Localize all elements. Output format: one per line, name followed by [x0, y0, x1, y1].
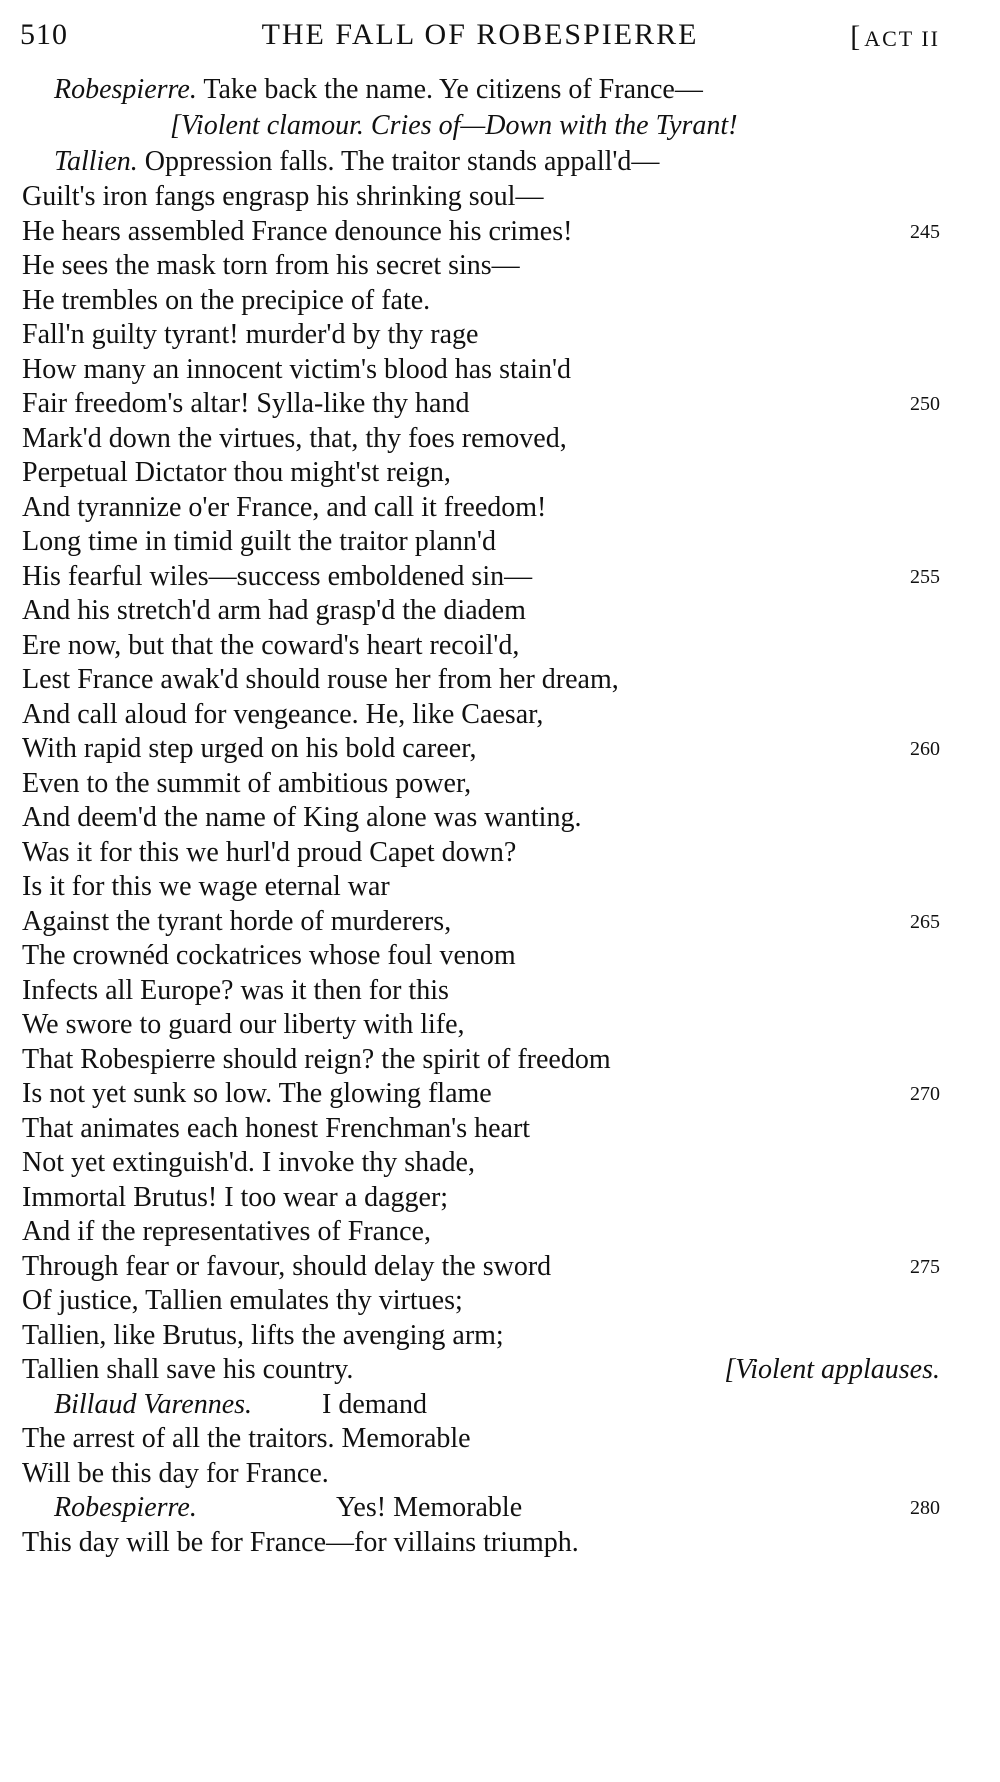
- line-text: Was it for this we hurl'd proud Capet down?: [22, 837, 517, 868]
- line-text: This day will be for France—for villains triumph.: [22, 1527, 579, 1558]
- line-text: Is not yet sunk so low. The glowing flame: [22, 1078, 492, 1109]
- page-header: [20, 18, 940, 68]
- verse-line: [22, 1488, 940, 1528]
- line-text: Tallien, like Brutus, lifts the avenging arm;: [22, 1320, 504, 1351]
- act-text: ACT II: [864, 26, 940, 51]
- line-text: That Robespierre should reign? the spirit of freedom: [22, 1044, 611, 1075]
- line-text: Lest France awak'd should rouse her from her dream,: [22, 664, 619, 695]
- line-text: The crownéd cockatrices whose foul venom: [22, 940, 516, 971]
- line-number: 265: [910, 911, 940, 933]
- line-text: Mark'd down the virtues, that, thy foes removed,: [22, 423, 567, 454]
- line-text: How many an innocent victim's blood has stain'd: [22, 354, 572, 385]
- line-text: And call aloud for vengeance. He, like Caesar,: [22, 699, 544, 730]
- stage-direction: [22, 106, 940, 146]
- line-text: With rapid step urged on his bold career,: [22, 733, 477, 764]
- stage-direction-inline: [Violent applauses.: [724, 1354, 940, 1385]
- verse-line: [22, 177, 940, 217]
- stage-direction-text: [Violent clamour. Cries of—Down with the Tyrant!: [170, 110, 738, 141]
- line-text: I demand: [322, 1389, 427, 1420]
- verse-line: [22, 453, 940, 493]
- verse-line: [22, 591, 940, 631]
- line-text: Of justice, Tallien emulates thy virtues;: [22, 1285, 463, 1316]
- verse-line: [22, 936, 940, 976]
- line-text: Long time in timid guilt the traitor plann'd: [22, 526, 496, 557]
- line-text: Ere now, but that the coward's heart recoil'd,: [22, 630, 520, 661]
- verse-line: [22, 729, 940, 769]
- line-text: Fall'n guilty tyrant! murder'd by thy rage: [22, 319, 479, 350]
- line-number: 245: [910, 221, 940, 243]
- line-text: Fair freedom's altar! Sylla-like thy hand: [22, 388, 470, 419]
- line-text: Immortal Brutus! I too wear a dagger;: [22, 1182, 449, 1213]
- line-text: Perpetual Dictator thou might'st reign,: [22, 457, 451, 488]
- line-text: Tallien shall save his country.: [22, 1354, 354, 1385]
- line-text: That animates each honest Frenchman's heart: [22, 1113, 531, 1144]
- verse-line: [22, 315, 940, 355]
- line-text: He trembles on the precipice of fate.: [22, 285, 431, 316]
- speaker-name: Robespierre.: [54, 1492, 197, 1523]
- line-text: Even to the summit of ambitious power,: [22, 768, 472, 799]
- line-text: And tyrannize o'er France, and call it freedom!: [22, 492, 547, 523]
- verse-line: [22, 798, 940, 838]
- line-number: 280: [910, 1497, 940, 1519]
- line-text: The arrest of all the traitors. Memorable: [22, 1423, 471, 1454]
- verse-line: [22, 1074, 940, 1114]
- line-text: Oppression falls. The traitor stands appall'd—: [137, 146, 660, 177]
- line-text: And if the representatives of France,: [22, 1216, 431, 1247]
- line-text: Through fear or favour, should delay the sword: [22, 1251, 552, 1282]
- verse-line: [22, 522, 940, 562]
- verse-line: [22, 1212, 940, 1252]
- line-text: He hears assembled France denounce his crimes!: [22, 216, 573, 247]
- line-number: 275: [910, 1256, 940, 1278]
- verse-line: [22, 1143, 940, 1183]
- line-text: Take back the name. Ye citizens of France—: [196, 74, 703, 105]
- verse-line: [22, 1281, 940, 1321]
- verse-line: [22, 867, 940, 907]
- speaker-name: Tallien.: [54, 146, 138, 177]
- line-text: Infects all Europe? was it then for this: [22, 975, 449, 1006]
- line-text: He sees the mask torn from his secret sins—: [22, 250, 520, 281]
- act-label: [850, 20, 940, 54]
- line-text: And deem'd the name of King alone was wanting.: [22, 802, 582, 833]
- verse-line: [22, 1523, 940, 1563]
- line-text: Not yet extinguish'd. I invoke thy shade,: [22, 1147, 475, 1178]
- line-text: Will be this day for France.: [22, 1458, 329, 1489]
- verse-line: [22, 660, 940, 700]
- page-number: 510: [20, 18, 68, 51]
- line-text: Yes! Memorable: [336, 1492, 523, 1523]
- line-text: And his stretch'd arm had grasp'd the diadem: [22, 595, 526, 626]
- line-text: His fearful wiles—success emboldened sin—: [22, 561, 533, 592]
- line-text: Guilt's iron fangs engrasp his shrinking soul—: [22, 181, 544, 212]
- line-number: 255: [910, 566, 940, 588]
- line-text: Is it for this we wage eternal war: [22, 871, 390, 902]
- verse-line: [22, 1005, 940, 1045]
- speaker-name: Robespierre.: [54, 74, 197, 105]
- act-bracket: [: [850, 20, 863, 53]
- line-number: 270: [910, 1083, 940, 1105]
- line-number: 260: [910, 738, 940, 760]
- speaker-name: Billaud Varennes.: [54, 1389, 253, 1420]
- line-text: We swore to guard our liberty with life,: [22, 1009, 465, 1040]
- verse-line: [22, 1419, 940, 1459]
- verse-line: [22, 142, 940, 182]
- line-number: 250: [910, 393, 940, 415]
- verse-line: [22, 384, 940, 424]
- verse-line: [22, 70, 940, 110]
- line-text: Against the tyrant horde of murderers,: [22, 906, 452, 937]
- verse-line: [22, 246, 940, 286]
- running-title: THE FALL OF ROBESPIERRE: [261, 18, 699, 51]
- verse-line: [22, 1350, 940, 1390]
